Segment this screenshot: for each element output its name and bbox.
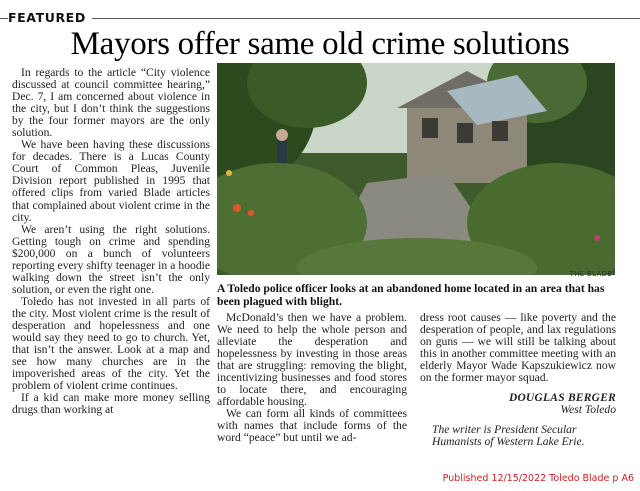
paragraph: We aren’t using the right solutions. Getting tough on crime and spending $200,000 on a bunch of volunteers reporting every shifty teenager in a hoodie walking down the street isn’t the only solution, or even the right one. [12, 222, 210, 296]
author-bio: The writer is President Secular Humanists of Western Lake Erie. [432, 423, 585, 449]
photo-caption: A Toledo police officer looks at an abandoned home located in an area that has been plagued with blight. [217, 282, 605, 308]
paragraph: dress root causes — like poverty and the desperation of people, and lax regulations on guns — we will still be talking about this in another committee meeting with an elderly Mayor Wade Kapszukiewicz now on the former mayor squad. [420, 311, 616, 385]
abandoned-home-photo [217, 63, 615, 275]
paragraph: McDonald’s then we have a problem. We need to help the whole person and alleviate the desperation and hopelessness by investing in those areas that are struggling: removing the blight, incentivizing businesses and food stores to locate there, and encouraging affordable housing. [217, 311, 407, 409]
letter-column-right [420, 312, 616, 448]
section-label: FEATURED [8, 9, 92, 27]
paragraph: In regards to the article “City violence discussed at council committee hearing,” Dec. 7, I am concerned about violence in the city, but I don’t think the suggestions by the four former mayors are the only solution. [12, 66, 210, 140]
article-photo [217, 63, 615, 275]
paragraph: Toledo has not invested in all parts of the city. Most violent crime is the result of desperation and hopelessness and one would say they need to go to church. Yet, that isn’t the answer. Look at a map and see how many churches are in the impoverished areas of the city. Yet the problem of violent crime continues. [12, 294, 210, 393]
paragraph: If a kid can make more money selling drugs than working at [12, 391, 210, 417]
letter-column-left [12, 67, 210, 416]
publication-note: Published 12/15/2022 Toledo Blade p A6 [442, 473, 634, 484]
paragraph: We can form all kinds of committees with names that include forms of the word “peace” but until we ad- [217, 407, 407, 445]
section-rule [0, 18, 640, 19]
headline: Mayors offer same old crime solutions [70, 26, 570, 62]
photo-credit: THE BLADE [569, 270, 612, 278]
letter-column-middle [217, 312, 407, 445]
paragraph: We have been having these discussions for decades. There is a Lucas County Court of Common Pleas, Juvenile Division report published in 1995 that offered clips from varied Blade articles that complained about violent crime in the city. [12, 138, 210, 224]
author-location: West Toledo [560, 403, 616, 417]
author-name: DOUGLAS BERGER [508, 392, 616, 405]
